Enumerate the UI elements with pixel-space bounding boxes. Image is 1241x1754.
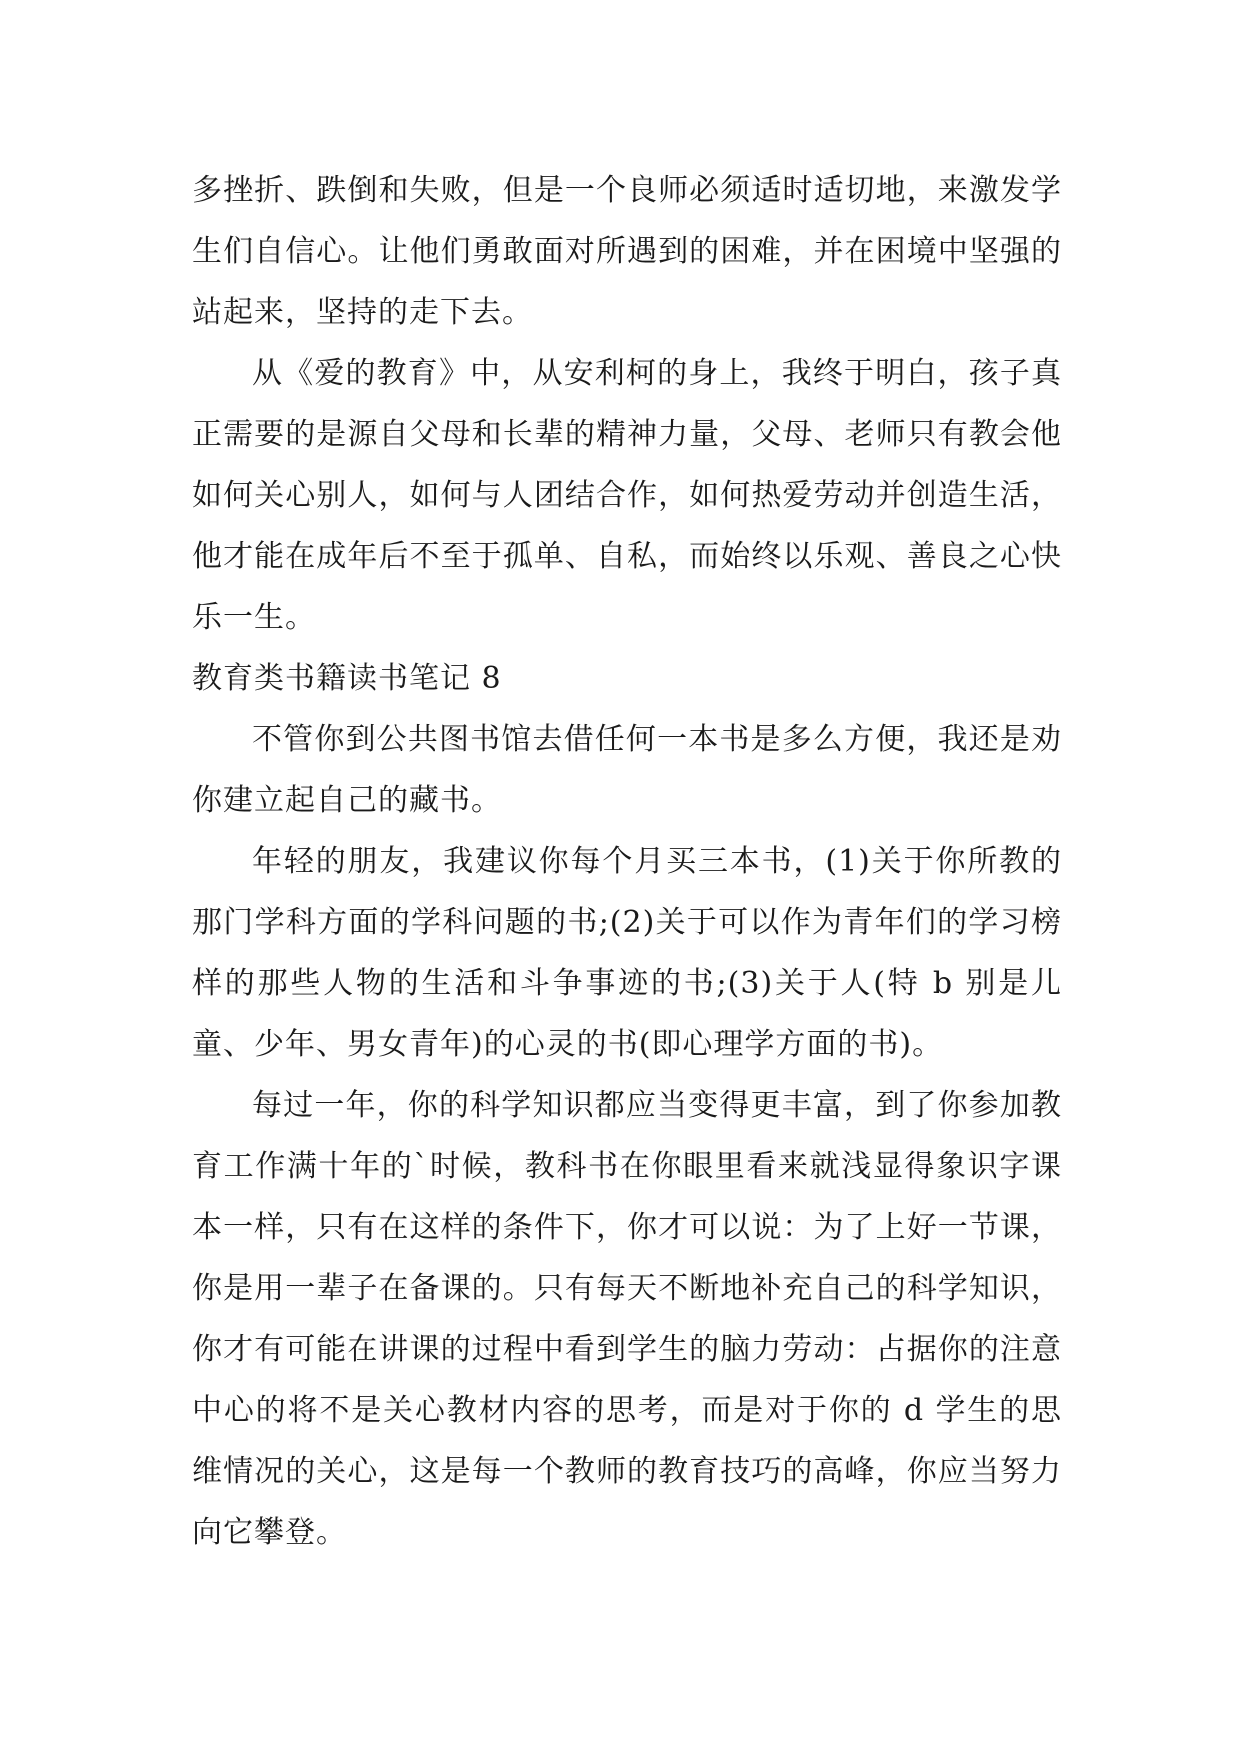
paragraph-3: 不管你到公共图书馆去借任何一本书是多么方便，我还是劝你建立起自己的藏书。 bbox=[192, 722, 1062, 818]
section-heading: 教育类书籍读书笔记 8 bbox=[192, 661, 502, 696]
paragraph-5: 每过一年，你的科学知识都应当变得更丰富，到了你参加教育工作满十年的`时候，教科书在你眼里看来就浅显得象识字课本一样，只有在这样的条件下，你才可以说：为了上好一节课，你是用一辈子在备课的。只有每天不断地补充自己的科学知识，你才有可能在讲课的过程中看到学生的脑力劳动：占据你的注意中心的将不是关心教材内容的思考，而是对于你的 d 学生的思维情况的关心，这是每一个教师的教育技巧的高峰，你应当努力向它攀登。 bbox=[192, 1088, 1062, 1550]
paragraph-2: 从《爱的教育》中，从安利柯的身上，我终于明白，孩子真正需要的是源自父母和长辈的精神力量，父母、老师只有教会他如何关心别人，如何与人团结合作，如何热爱劳动并创造生活，他才能在成年后不至于孤单、自私，而始终以乐观、善良之心快乐一生。 bbox=[192, 356, 1062, 635]
paragraph-4: 年轻的朋友，我建议你每个月买三本书，(1)关于你所教的那门学科方面的学科问题的书;(2)关于可以作为青年们的学习榜样的那些人物的生活和斗争事迹的书;(3)关于人(特 b 别是儿童、少年、男女青年)的心灵的书(即心理学方面的书)。 bbox=[192, 844, 1062, 1062]
document-body bbox=[192, 160, 1062, 1563]
paragraph-1: 多挫折、跌倒和失败，但是一个良师必须适时适切地，来激发学生们自信心。让他们勇敢面对所遇到的困难，并在困境中坚强的站起来，坚持的走下去。 bbox=[192, 173, 1062, 330]
